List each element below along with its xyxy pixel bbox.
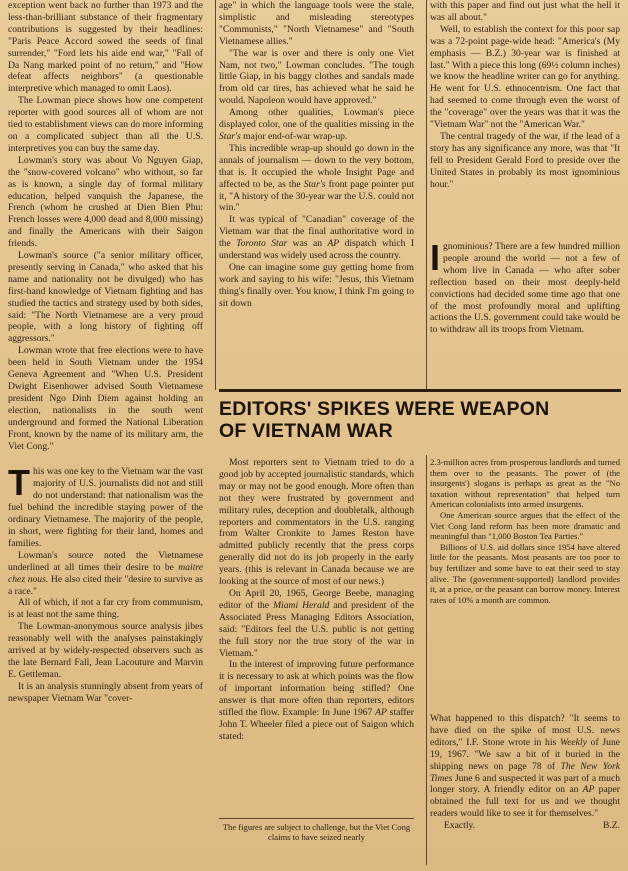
dropcap-paragraph bbox=[8, 462, 203, 549]
paragraph bbox=[219, 214, 414, 262]
italic-run: AP bbox=[375, 707, 387, 719]
article-headline bbox=[219, 398, 621, 442]
text-run: In the interest of improving future performance it is necessary to ask at which points was the flow of important information being stifled? One answer is that more often than reporters, editors stifled the flow. Example: In June 1967 bbox=[219, 659, 414, 719]
text-run: June 6 and suspected it was part of a much longer story. A friendly editor on an bbox=[430, 772, 620, 796]
closing-word: Exactly. bbox=[444, 820, 476, 832]
text-run: major end-of-war wrap-up. bbox=[240, 130, 348, 142]
paragraph bbox=[219, 659, 414, 742]
headline-rule bbox=[219, 389, 621, 392]
column-3-continued bbox=[430, 237, 620, 336]
italic-run: Star's bbox=[303, 178, 326, 190]
italic-run: Miami Herald bbox=[273, 599, 330, 611]
paragraph: 2.3-million acres from prosperous landlords and turned them over to the peasants. The power of (the insurgents') slogans is perhaps as great as the "No taxation without representation" that helped turn American colonialists into armed insurgents. bbox=[430, 457, 620, 510]
text-run: dispatch which I understand was widely used across the country. bbox=[219, 238, 415, 262]
paragraph: Lowman's source ("a senior military officer, presently serving in Canada," who asked that his name and nationality not be divulged) who has first-hand knowledge of Vietnam fighting and has studied the tactics and strategy used by both sides, said: "The North Vietnamese are a very proud people, with a long history of fighting off aggressors." bbox=[8, 250, 203, 345]
paragraph: "The war is over and there is only one Viet Nam, not two," Lowman concludes. "The tough little Giap, in his baggy clothes and sandals made from old car tires, has achieved what he said he would. Napoleon would have approved." bbox=[219, 47, 414, 107]
text-run: of June 19, 1967. "We saw a bit of it buried in the shipping news on page 78 of bbox=[430, 736, 621, 772]
paragraph: One American source argues that the effect of the Viet Cong land reform has been more dramatic and meaningful than "1,000 Boston Tea Parties." bbox=[430, 509, 620, 542]
paragraph-text: gnominious? There are a few hundred million people around the world — not a few of whom live in Canada — who after sober reflection based on their most deeply-held convictions had decided some time ago that one of the most profoundly moral and uplifting actions the U.S. government could take would be to withdraw all its troops from Vietnam. bbox=[430, 241, 620, 336]
text-run: What happened to this dispatch? "It seems to have died on the spike of most U.S. news editors," I.F. Stone wrote in his bbox=[430, 713, 620, 748]
drop-cap: T bbox=[8, 462, 30, 504]
paragraph: Well, to establish the context for this poor sap was a 72-point page-wide head: "America's (My emphasis — B.Z.) 30-year war is finished at last." With a piece this long (69½ column inches) we know the headline writer can go for anything. He went for U.S. ethnocentrism. One fact that had seemed to come through even the worst of the "coverage" over the years was that it was the "Vietnam War" not the "American War." bbox=[430, 23, 620, 131]
dropcap-paragraph bbox=[430, 237, 620, 336]
headline-line-2: OF VIETNAM WAR bbox=[219, 420, 393, 442]
paragraph: age" in which the language tools were the stale, simplistic and misleading stereotypes "Communists," "North Vietnamese" and "South Vietnamese allies." bbox=[219, 0, 414, 47]
paragraph: Most reporters sent to Vietnam tried to do a good job by accepted journalistic standards, which may or may not be good enough. More often than not they were frustrated by government and military rules, deception and doubletalk, although reporters and commentators in the U.S. ranging from Walter Cronkite to James Reston have admitted publicly recently that the press corps generally did not do its job properly in the early years. (this is relevant in Canada because we are looking at the source of most of our news.) bbox=[219, 457, 414, 588]
paragraph bbox=[219, 143, 414, 214]
text-run: On April 20, 1965, George Beebe, managing editor of the bbox=[219, 587, 414, 611]
text-run: He also cited their "desire to survive as a race." bbox=[8, 573, 204, 597]
paragraph bbox=[430, 713, 620, 820]
paragraph bbox=[219, 107, 414, 143]
paragraph: It is an analysis stunningly absent from years of newspaper Vietnam War "cover- bbox=[8, 680, 203, 704]
italic-run: The New York Times bbox=[430, 760, 620, 784]
italic-run: AP bbox=[582, 784, 595, 796]
text-run: paper obtained the full text for us and we thought readers would like to see it for themselves." bbox=[430, 784, 620, 820]
drop-cap: I bbox=[430, 237, 441, 278]
paragraph: Lowman's story was about Vo Nguyen Giap, the "snow-covered volcano" who without, so far as is known, a single day of formal military education, helped vanquish the Japanese, the French (whom he crushed at Dien Bien Phu: French losses were 4,000 dead and 8,000 missing) and finally the Americans with their Saigon friends. bbox=[8, 154, 203, 250]
italic-run: Star's bbox=[219, 130, 241, 142]
column-3 bbox=[430, 0, 620, 191]
paragraph: Lowman wrote that free elections were to have been held in South Vietnam under the 1954 Geneva Agreement and "When U.S. President Dwight Eisenhower advised South Vietnamese president Ngo Dinh Diem against holding an election, nationalists in the south went underground and formed the National Liberation Front, known by the name of its military arm, the Viet Cong." bbox=[8, 345, 203, 452]
paragraph: exception went back no further than 1973 and the less-than-brilliant substance of their fragmentary contributions is suggested by their headlines: "Paris Peace Accord sowed the seeds of final surrender," "Ford lets his aide end war," "Fall of Da Nang marked point of no return," and "How defeat affects neighbors" (a questionable interpretive which managed to omit Laos). bbox=[8, 0, 203, 95]
column-1 bbox=[8, 0, 203, 705]
paragraph: The Lowman piece shows how one competent reporter with good sources all of whom are not tied to establishment views can do more informing on a complicated subject than all the U.S. interpretives you can buy the same day. bbox=[8, 95, 203, 154]
column-divider bbox=[426, 0, 427, 390]
column-5-quote bbox=[430, 457, 620, 605]
column-divider bbox=[215, 0, 216, 390]
headline-line-1: EDITORS' SPIKES WERE WEAPON bbox=[219, 398, 550, 420]
column-4-caption bbox=[219, 822, 414, 843]
paragraph: The central tragedy of the war, if the lead of a story has any significance any more, was that "It fell to President Gerald Ford to preside over the United States in probably its most ignominious hour." bbox=[430, 130, 620, 190]
paragraph: All of which, if not a far cry from communism, is at least not the same thing. bbox=[8, 597, 203, 621]
caption-rule bbox=[219, 818, 414, 819]
paragraph-text: his was one key to the Vietnam war the vast majority of U.S. journalists did not and still do not understand: that nationalism was the fuel behind the incredible staying power of the ordinary Vietnamese. The majority of the people, in short, were fighting for their land, homes and families. bbox=[8, 466, 203, 549]
paragraph: with this paper and find out just what the hell it was all about." bbox=[430, 0, 620, 23]
italic-run: AP bbox=[327, 238, 340, 250]
paragraph: The figures are subject to challenge, but the Viet Cong claims to have seized nearly bbox=[222, 822, 411, 843]
text-run: Lowman's source noted the Vietnamese underlined at all times their desire to be bbox=[8, 549, 203, 573]
column-2 bbox=[219, 0, 414, 310]
column-4 bbox=[219, 457, 414, 743]
text-run: front page pointer put it, "A history of the 30-year war the U.S. could not win." bbox=[219, 178, 414, 214]
text-run: It was typical of "Canadian" coverage of the Vietnam war that the final authoritative word in the bbox=[219, 214, 414, 250]
author-initials: B.Z. bbox=[602, 820, 620, 832]
text-run: Among other qualities, Lowman's piece displayed color, one of the qualities missing in the bbox=[219, 107, 414, 131]
column-divider bbox=[426, 455, 427, 865]
text-run: staffer John T. Wheeler filed a piece out of Saigon which stated: bbox=[219, 707, 414, 742]
paragraph: The Lowman-anonymous source analysis jibes reasonably well with the analyses painstakingly arrived at by widely-respected observers such as the late Bernard Fall, Jean Lacouture and Marvin E. Gettleman. bbox=[8, 621, 203, 680]
paragraph: Billions of U.S. aid dollars since 1954 have altered little for the peasants. Most peasants are too poor to buy fertilizer and some have to eat their seed to stay alive. The (government-supported) landlord provides it, at a price, or the peasant can borrow money. Interest rates of 10% a month are common. bbox=[430, 541, 620, 605]
italic-run: maitre chez nous. bbox=[8, 561, 203, 585]
paragraph bbox=[8, 550, 203, 598]
text-run: and president of the Associated Press Managing Editors Association, said: "Editors feel the U.S. public is not getting the full story nor the true story of the war in Vietnam." bbox=[219, 599, 414, 659]
signature-line bbox=[430, 820, 620, 832]
paragraph: One can imagine some guy getting home from work and saying to his wife: "Jesus, this Vietnam thing's finally over. You know, I think I'm going to sit down bbox=[219, 261, 414, 309]
italic-run: Toronto Star bbox=[236, 238, 288, 250]
italic-run: Weekly bbox=[560, 736, 587, 748]
text-run: This incredible wrap-up should go down in the annals of journalism — down to the very bottom, that is. It occupied the whole Insight Page and affected to be, as the bbox=[219, 142, 414, 190]
column-6 bbox=[430, 713, 620, 832]
text-run: was an bbox=[287, 238, 328, 250]
paragraph bbox=[219, 588, 414, 659]
